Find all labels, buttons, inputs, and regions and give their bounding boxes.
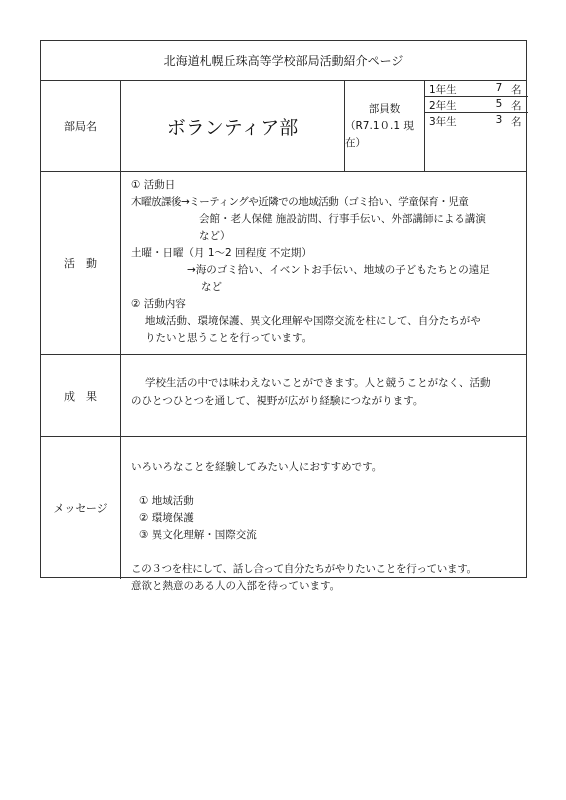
message-label: メッセージ [41, 437, 121, 579]
activity-line: ② 活動内容 [131, 298, 186, 310]
message-item: ② 環境保護 [139, 512, 194, 524]
member-count-label [345, 81, 425, 171]
activity-line: 土曜・日曜（月 1～2 回程度 不定期） [131, 247, 312, 259]
results-line: 学校生活の中では味わえないことができます。人と競うことがなく、活動 [145, 377, 491, 389]
grade-count: 7 [495, 82, 503, 94]
grade-unit: 名 [511, 116, 522, 128]
grade-unit: 名 [511, 100, 522, 112]
activity-line: など） [199, 230, 231, 242]
activity-line: など [201, 281, 222, 293]
grade-label: 1年生 [429, 84, 457, 96]
members-label: 部員数 [368, 102, 401, 115]
club-name-label: 部局名 [41, 81, 121, 171]
club-intro-table [40, 40, 527, 592]
activity-line: →海のゴミ拾い、イベントお手伝い、地域の子どもたちとの遠足 [187, 264, 490, 276]
activity-line: りたいと思うことを行っています。 [145, 332, 313, 344]
activity-line: 木曜放課後→ミーティングや近隣での地域活動（ゴミ拾い、学童保育・児童 [131, 196, 469, 208]
grade-count: 5 [495, 98, 503, 110]
results-line: のひとつひとつを通して、視野が広がり経験につながります。 [131, 395, 424, 407]
message-item: ① 地域活動 [139, 495, 194, 507]
grade-label: 2年生 [429, 100, 457, 112]
activities-label: 活 動 [41, 172, 121, 354]
grade-row [425, 81, 528, 97]
grade-count: 3 [495, 114, 503, 126]
activity-line: 会館・老人保健 施設訪問、行事手伝い、外部講師による講演 [199, 213, 486, 225]
activities-content [121, 172, 526, 354]
club-header-row [41, 81, 526, 172]
activity-line: ① 活動日 [131, 179, 176, 191]
grade-unit: 名 [511, 84, 522, 96]
results-row [41, 355, 526, 437]
message-closing: 意欲と熱意のある人の入部を待っています。 [131, 580, 341, 592]
message-intro: いろいろなことを経験してみたい人におすすめです。 [131, 461, 383, 473]
results-content [121, 355, 526, 436]
activities-row [41, 172, 526, 355]
as-of-date: （R7.1０.1 現在） [345, 119, 414, 149]
message-content [121, 437, 526, 592]
grade-row [425, 97, 528, 113]
club-name: ボランティア部 [121, 81, 345, 171]
message-item: ③ 異文化理解・国際交流 [139, 529, 257, 541]
page-title: 北海道札幌丘珠高等学校部局活動紹介ページ [41, 41, 526, 81]
grade-label: 3年生 [429, 116, 457, 128]
grade-counts [425, 81, 528, 171]
message-closing: この３つを柱にして、話し合って自分たちがやりたいことを行っています。 [131, 563, 477, 575]
results-label: 成 果 [41, 355, 121, 436]
grade-row [425, 113, 528, 129]
message-row [41, 437, 526, 592]
activity-line: 地域活動、環境保護、異文化理解や国際交流を柱にして、自分たちがや [145, 315, 481, 327]
